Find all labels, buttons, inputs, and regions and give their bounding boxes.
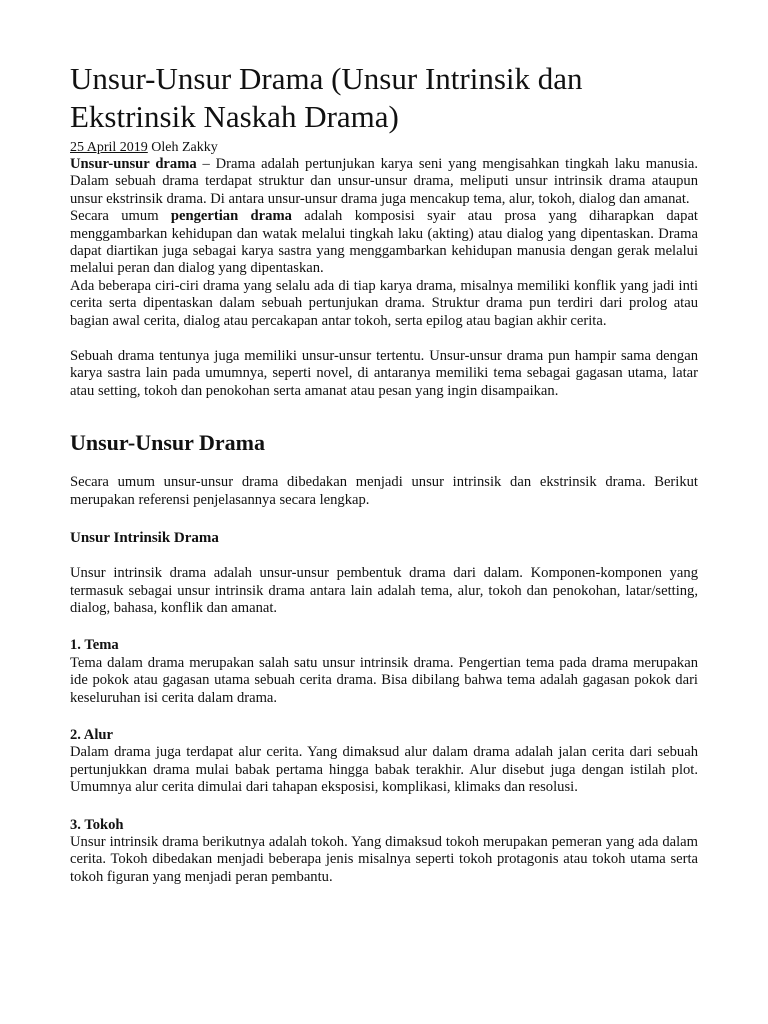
- article-date-link[interactable]: 25 April 2019: [70, 140, 148, 155]
- intro-paragraph-2: [70, 208, 698, 278]
- intro-paragraph-3: Ada beberapa ciri-ciri drama yang selalu ada di tiap karya drama, misalnya memiliki konflik yang jadi inti cerita serta dipentaskan dalam sebuah pertunjukan drama. Struktur drama pun terdiri dari prolog atau bagian awal cerita, dialog atau percakapan antar tokoh, serta epilog atau bagian akhir cerita.: [70, 277, 698, 329]
- item-text-alur: Dalam drama juga terdapat alur cerita. Yang dimaksud alur dalam drama adalah jalan cerita dari sebuah pertunjukkan drama mulai babak pertama hingga babak terakhir. Alur disebut juga dengan istilah plot. Umumnya alur cerita dimulai dari tahapan eksposisi, komplikasi, klimaks dan resolusi.: [70, 744, 698, 796]
- intro-p1-text: – Drama adalah pertunjukan karya seni yang mengisahkan tingkah laku manusia. Dalam sebuah drama terdapat struktur dan unsur-unsur drama, meliputi unsur intrinsik drama ataupun unsur ekstrinsik drama. Di antara unsur-unsur drama juga mencakup tema, alur, tokoh, dialog dan amanat.: [70, 156, 699, 207]
- intro-p2-pre: Secara umum: [70, 208, 171, 225]
- intro-paragraph-4: Sebuah drama tentunya juga memiliki unsur-unsur tertentu. Unsur-unsur drama pun hampir sama dengan karya sastra lain pada umumnya, seperti novel, di antaranya memiliki tema sebagai gagasan utama, latar atau setting, tokoh dan penokohan serta amanat atau pesan yang ingin disampaikan.: [70, 348, 698, 399]
- section-heading: Unsur-Unsur Drama: [70, 430, 265, 456]
- intro-paragraph-1: [70, 156, 698, 208]
- intrinsik-paragraph: Unsur intrinsik drama adalah unsur-unsur pembentuk drama dari dalam. Komponen-komponen yang termasuk sebagai unsur intrinsik drama antara lain adalah tema, alur, tokoh dan penokohan, latar/setting, dialog, bahasa, konflik dan amanat.: [70, 565, 698, 616]
- article-title: Unsur-Unsur Drama (Unsur Intrinsik dan Ekstrinsik Naskah Drama): [70, 61, 583, 134]
- article-meta: [70, 140, 698, 156]
- intrinsik-heading: Unsur Intrinsik Drama: [70, 530, 219, 547]
- article-author: Oleh Zakky: [151, 140, 218, 155]
- section-paragraph: Secara umum unsur-unsur drama dibedakan menjadi unsur intrinsik dan ekstrinsik drama. Berikut merupakan referensi penjelasannya secara lengkap.: [70, 474, 698, 508]
- item-title-alur: 2. Alur: [70, 726, 113, 743]
- item-title-tokoh: 3. Tokoh: [70, 816, 124, 833]
- item-text-tema: Tema dalam drama merupakan salah satu unsur intrinsik drama. Pengertian tema pada drama merupakan ide pokok atau gagasan utama sebuah cerita drama. Bisa dibilang bahwa tema adalah gagasan pokok dari keseluruhan isi cerita dalam drama.: [70, 654, 698, 706]
- intro-p2-bold: pengertian drama: [170, 208, 292, 225]
- intro-bold-term: Unsur-unsur drama: [70, 156, 197, 172]
- item-text-tokoh: Unsur intrinsik drama berikutnya adalah tokoh. Yang dimaksud tokoh merupakan pemeran yang ada dalam cerita. Tokoh dibedakan menjadi beberapa jenis misalnya seperti tokoh protagonis atau tokoh utama serta tokoh figuran yang menjadi peran pembantu.: [70, 833, 698, 885]
- article-body: [70, 60, 698, 886]
- intro-p2-text: adalah komposisi syair atau prosa yang diharapkan dapat menggambarkan kehidupan dan watak melalui tingkah laku (akting) atau dialog yang dipentaskan. Drama dapat diartikan juga sebagai karya sastra yang menggambarkan kehidupan manusia dengan gerak melalui melalui peran dan dialog yang dipentaskan.: [70, 208, 698, 277]
- item-title-tema: 1. Tema: [70, 637, 119, 654]
